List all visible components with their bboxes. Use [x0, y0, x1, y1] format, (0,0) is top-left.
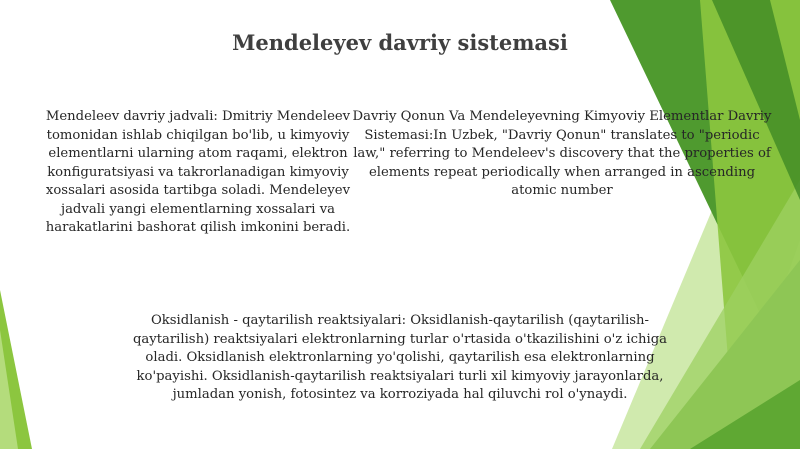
slide-title: Mendeleyev davriy sistemasi	[232, 30, 568, 55]
right-text-block: Davriy Qonun Va Mendeleyevning Kimyoviy Elementlar Davriy Sistemasi:In Uzbek, "Davriy Qonun" translates to "periodic law," referring to Mendeleev's discovery that the properties of elements repeat periodically when arranged in ascending atomic number	[352, 109, 772, 198]
bottom-text-block: Oksidlanish - qaytarilish reaktsiyalari: Oksidlanish-qaytarilish (qaytarilish-qaytarilish) reaktsiyalari elektronlarning turlar o'rtasida o'tkazilishini o'z ichiga oladi. Oksidlanish elektronlarning yo'qolishi, qaytarilish esa elektronlarning ko'payishi. Oksidlanish-qaytarilish reaktsiyalari turli xil kimyoviy jarayonlarda, jumladan yonish, fotosintez va korroziyada hal qiluvchi rol o'ynaydi.	[132, 313, 668, 402]
left-text-block: Mendeleev davriy jadvali: Dmitriy Mendeleev tomonidan ishlab chiqilgan bo'lib, u kimyoviy elementlarni ularning atom raqami, elektron konfiguratsiyasi va takrorlanadigan kimyoviy xossalari asosida tartibga soladi. Mendeleyev jadvali yangi elementlarning xossalari va harakatlarini bashorat qilish imkonini beradi.	[45, 109, 351, 235]
